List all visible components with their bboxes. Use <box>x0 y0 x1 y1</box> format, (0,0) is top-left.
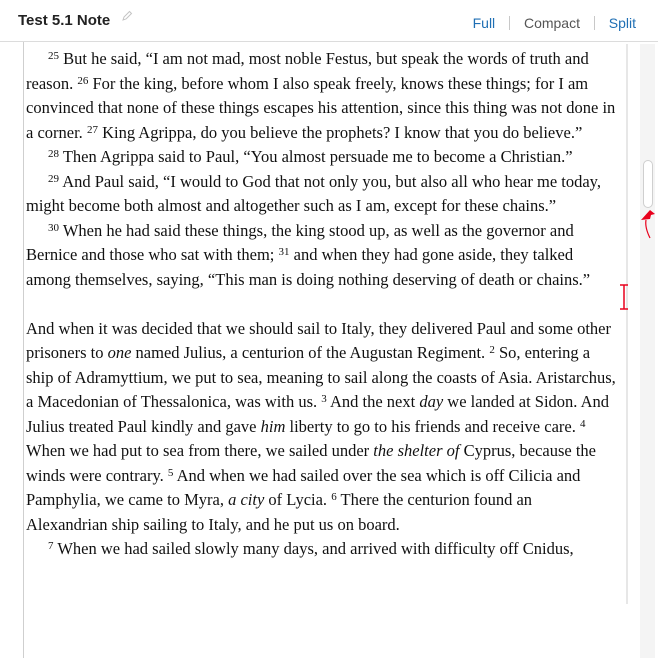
divider <box>594 16 595 30</box>
red-arrow-pointer-icon <box>638 206 658 240</box>
verse-text: And Paul said, “I would to God that not only you, but also all who hear me today, might become both almost and altogether such as I am, except for these chains.” <box>26 171 601 215</box>
verse-number: 31 <box>278 246 290 258</box>
verse-text: liberty to go to his friends and receive care. <box>285 416 580 436</box>
verse-text: And when it was decided that we should sail to Italy, they delivered Paul and some other prisoners to <box>26 318 611 362</box>
paragraph <box>26 317 616 538</box>
view-mode-switcher <box>473 15 636 31</box>
paragraph <box>26 537 616 562</box>
note-text-area[interactable] <box>26 47 616 658</box>
view-compact-button[interactable]: Compact <box>523 15 580 31</box>
verse-text: There the centurion found an Alexandrian ship sailing to Italy, and he put us on board. <box>26 490 533 534</box>
verse-text: When he had said these things, the king stood up, as well as the governor and Bernice and those who sat with them; <box>26 220 574 264</box>
verse-text: named Julius, a centurion of the Augustan Regiment. <box>131 343 490 362</box>
verse-number: 2 <box>489 344 495 356</box>
vertical-scrollbar[interactable] <box>640 44 655 658</box>
verse-text: and when they had gone aside, they talked among themselves, saying, “This man is doing nothing deserving of death or chains.” <box>26 245 591 289</box>
italic-text: him <box>260 416 286 436</box>
italic-text: day <box>419 392 444 411</box>
view-split-button[interactable]: Split <box>608 15 636 31</box>
italic-text: one <box>107 343 132 362</box>
verse-number: 6 <box>331 491 337 503</box>
verse-text: King Agrippa, do you believe the prophets? I know that you do believe.” <box>97 122 583 142</box>
verse-number: 30 <box>48 221 59 234</box>
paragraph <box>26 170 616 219</box>
paragraph <box>26 47 616 145</box>
verse-text: When we had sailed slowly many days, and arrived with difficulty off Cnidus, <box>53 539 574 558</box>
verse-text: Cyprus, because the winds were contrary. <box>26 441 596 485</box>
italic-text: the shelter of <box>373 441 460 460</box>
content-left-border <box>23 42 24 658</box>
verse-text: For the king, before whom I also speak freely, knows these things; for I am convinced that none of these things escapes his attention, since this thing was not done in a corner. <box>26 73 616 142</box>
note-header <box>0 0 658 42</box>
verse-text: When we had put to sea from there, we sailed under <box>26 441 374 460</box>
note-title: Test 5.1 Note <box>18 12 111 29</box>
verse-number: 27 <box>86 123 98 136</box>
verse-text: But he said, “I am not mad, most noble Festus, but speak the words of truth and reason. <box>26 49 589 93</box>
verse-text: we landed at Sidon. And Julius treated Paul kindly and gave <box>26 392 610 436</box>
content-right-border <box>626 44 628 604</box>
verse-text: And the next <box>326 392 420 411</box>
blank-line <box>26 292 616 317</box>
paragraph <box>26 145 616 170</box>
verse-number: 4 <box>579 417 586 430</box>
verse-number: 25 <box>48 50 59 62</box>
verse-number: 7 <box>48 540 54 552</box>
divider <box>509 16 510 30</box>
verse-text: Then Agrippa said to Paul, “You almost persuade me to become a Christian.” <box>59 147 573 166</box>
text-cursor-icon <box>618 283 630 311</box>
paragraph <box>26 219 616 293</box>
verse-number: 3 <box>321 393 327 405</box>
verse-text: of Lycia. <box>264 490 332 509</box>
verse-number: 28 <box>48 148 59 160</box>
pencil-icon[interactable] <box>121 10 133 22</box>
verse-number: 26 <box>77 74 89 87</box>
view-full-button[interactable]: Full <box>472 15 496 31</box>
italic-text: a city <box>228 490 265 509</box>
verse-number: 29 <box>48 172 59 185</box>
scrollbar-thumb[interactable] <box>643 160 653 208</box>
verse-text: And when we had sailed over the sea which is off Cilicia and Pamphylia, we came to Myra, <box>26 465 581 509</box>
verse-text: So, entering a ship of Adramyttium, we put to sea, meaning to sail along the coasts of Asia. Aristarchus, a Macedonian of Thessalonica, was with us. <box>26 343 616 411</box>
verse-number: 5 <box>167 466 174 479</box>
